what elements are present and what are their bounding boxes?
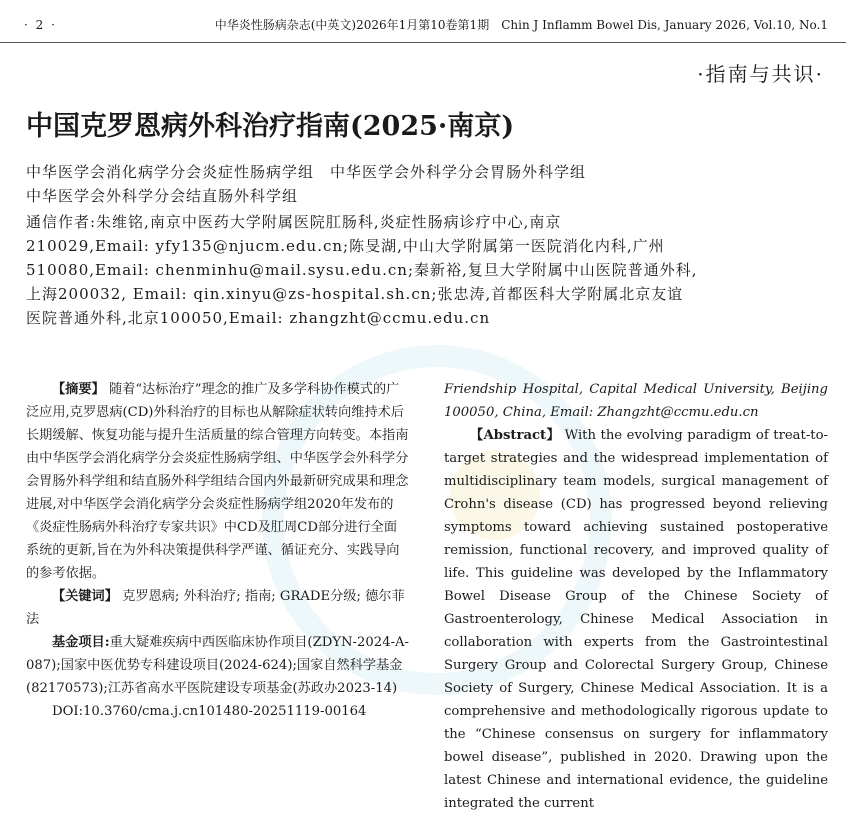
correspondence bbox=[26, 210, 698, 330]
doi: DOI:10.3760/cma.j.cn101480-20251119-00164 bbox=[52, 704, 367, 719]
article-title: 中国克罗恩病外科治疗指南(2025·南京) bbox=[26, 111, 515, 142]
page-number: · 2 · bbox=[24, 18, 57, 32]
english-abstract bbox=[444, 424, 828, 815]
funding-text: 重大疑难疾病中西医临床协作项目(ZDYN-2024-A-087);国家中医优势专科建设项目(2024-624);国家自然科学基金(82170573);江苏省高水平医院建设专项基金(苏政办2023-14) bbox=[26, 635, 410, 696]
abstract-text: 随着“达标治疗”理念的推广及多学科协作模式的广泛应用,克罗恩病(CD)外科治疗的目标也从解除症状转向维持术后长期缓解、恢复功能与提升生活质量的综合管理方向转变。本指南由中华医学会消化病学分会炎症性肠病学组、中华医学会外科学分会胃肠外科学组和结直肠外科学组结合国内外最新研究成果和理念进展,对中华医学会消化病学分会炎症性肠病学组2020年发布的《炎症性肠病外科治疗专家共识》中CD及肛周CD部分进行全面系统的更新,旨在为外科决策提供科学严谨、循证充分、实践导向的参考依据。 bbox=[26, 382, 409, 581]
keywords-label: 【关键词】 bbox=[52, 589, 118, 604]
english-affiliation-continued: Friendship Hospital, Capital Medical University, Beijing 100050, China, Email: Zhangzht@ccmu.edu.cn bbox=[444, 382, 828, 420]
author-block bbox=[26, 160, 698, 330]
english-abstract-label: 【Abstract】 bbox=[470, 428, 561, 443]
correspondence-line: 210029,Email: yfy135@njucm.edu.cn;陈旻湖,中山大学附属第一医院消化内科,广州 bbox=[26, 237, 665, 255]
correspondence-line: 通信作者:朱维铭,南京中医药大学附属医院肛肠科,炎症性肠病诊疗中心,南京 bbox=[26, 213, 562, 231]
affiliation-line: 中华医学会消化病学分会炎症性肠病学组 中华医学会外科学分会胃肠外科学组 bbox=[26, 163, 587, 181]
chinese-abstract bbox=[26, 378, 410, 585]
affiliation-line: 中华医学会外科学分会结直肠外科学组 bbox=[26, 187, 299, 205]
right-column bbox=[444, 378, 828, 815]
abstract-label: 【摘要】 bbox=[52, 382, 105, 397]
section-tag: ·指南与共识· bbox=[697, 62, 824, 86]
keywords-text: 克罗恩病; 外科治疗; 指南; GRADE分级; 德尔菲法 bbox=[26, 589, 405, 627]
funding bbox=[26, 631, 410, 700]
journal-running-head: 中华炎性肠病杂志(中英文)2026年1月第10卷第1期 Chin J Inflamm Bowel Dis, January 2026, Vol.10, No.1 bbox=[214, 18, 828, 32]
english-abstract-text: With the evolving paradigm of treat-to-target strategies and the widespread implementation of multidisciplinary team models, surgical management of Crohn's disease (CD) has progressed beyond relieving symptoms toward achieving sustained postoperative remission, functional recovery, and improved quality of life. This guideline was developed by the Inflammatory Bowel Disease Group of the Chinese Society of Gastroenterology, Chinese Medical Association in collaboration with experts from the Gastrointestinal Surgery Group and Colorectal Surgery Group, Chinese Society of Surgery, Chinese Medical Association. It is a comprehensive and methodologically rigorous update to the “Chinese consensus on surgery for inflammatory bowel disease”, published in 2020. Drawing upon the latest Chinese and international evidence, the guideline integrated the current bbox=[444, 428, 828, 811]
funding-label: 基金项目: bbox=[52, 635, 110, 650]
running-header bbox=[0, 0, 846, 43]
chinese-keywords bbox=[26, 585, 410, 631]
correspondence-line: 上海200032, Email: qin.xinyu@zs-hospital.sh.cn;张忠涛,首都医科大学附属北京友谊 bbox=[26, 285, 684, 303]
left-column bbox=[26, 378, 410, 723]
correspondence-line: 医院普通外科,北京100050,Email: zhangzht@ccmu.edu.cn bbox=[26, 309, 491, 327]
correspondence-line: 510080,Email: chenminhu@mail.sysu.edu.cn;秦新裕,复旦大学附属中山医院普通外科, bbox=[26, 261, 698, 279]
